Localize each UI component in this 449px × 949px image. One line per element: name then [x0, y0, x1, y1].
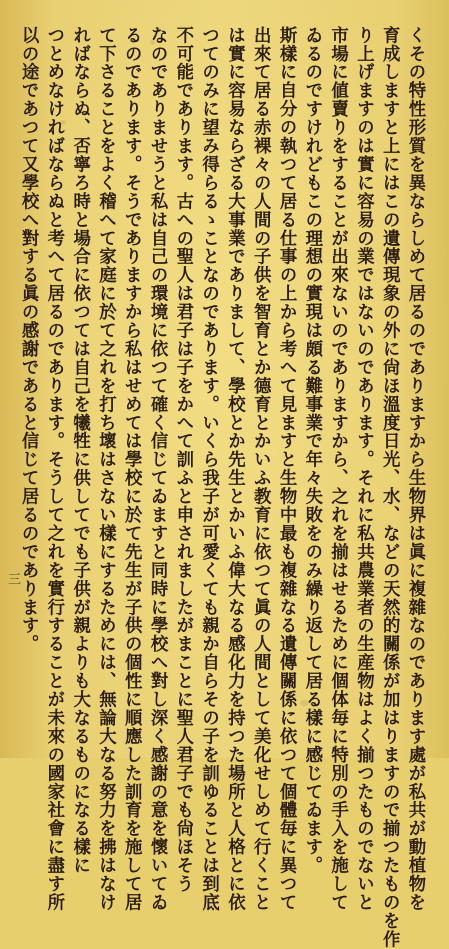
- text-column: 市場に値賣りをすることが出來ないのでありますから、之れを揃はせるために個体毎に特別の手入を施して: [327, 26, 348, 912]
- text-column: ゐるのですけれどもこの理想の實現は頗る難事業で年々失敗をのみ繰り返して居る樣に感じてゐます。: [301, 26, 322, 875]
- text-column: は實に容易ならざる大事業でありまして、學校とか先生とかいふ偉大なる感化力を持つた場所と人格とに依: [224, 26, 245, 912]
- text-column: つとめなければならぬと考へて居るのであります。そうして之れを實行することが未來の國家社會に盡す所: [43, 26, 64, 912]
- text-column: なのでありませうと私は自己の環境に依つて確く信じてゐますと同時に學校へ對し深く感謝の意を懷いてゐ: [147, 26, 168, 912]
- body-text: [14, 26, 427, 949]
- text-column: 以の途であつて又學校へ對する眞の感謝であると信じて居るのであります。: [18, 26, 39, 654]
- text-column: て下さることをよく稽へて家庭に於て之れを打ち壞はさない樣にするためには、無論大なる努力を拂はなけ: [95, 26, 116, 912]
- text-column: り上げますのは實に容易の業ではないのであります。それに私共農業者の生産物はよく揃つたものでないと: [353, 26, 374, 912]
- text-column: つてのみに望み得らるゝことなのであります。いくら我子が可愛くても親か自らその子を訓ゆることは到底: [198, 26, 219, 912]
- text-column: 出來て居る赤裸々の人間の子供を智育とか德育とかいふ教育に依つて眞の人間として美化せしめて行くこと: [250, 26, 271, 912]
- text-column: ればならぬ、否寧ろ時と場合に依つては自己を犧牲に供してでも子供が親よりも大なるものになる樣に: [69, 26, 90, 875]
- text-column: 不可能であります。古への聖人は君子は子をかへて訓ふと申されましたがまことに聖人君子でも尙ほそう: [172, 26, 193, 894]
- text-column: 育成しますと上にはこの遺傳現象の外に尙ほ溫度日光、水、などの天然的關係が加はりますので揃つたものを作: [379, 26, 400, 949]
- text-column: くその特性形質を異ならしめて居るのでありますから生物界は眞に複雜なのであります處が私共が動植物を: [405, 26, 425, 912]
- text-column: 斯樣に自分の執つて居る仕事の上から考へて見ますと生物中最も複雜なる遺傳關係に依つて個體毎に異つて: [276, 26, 297, 912]
- page-number: 三: [5, 572, 20, 585]
- text-column: るのであります。そうでありますから私はせめては學校に於て先生が子供の個性に順應した訓育を施して居: [121, 26, 142, 912]
